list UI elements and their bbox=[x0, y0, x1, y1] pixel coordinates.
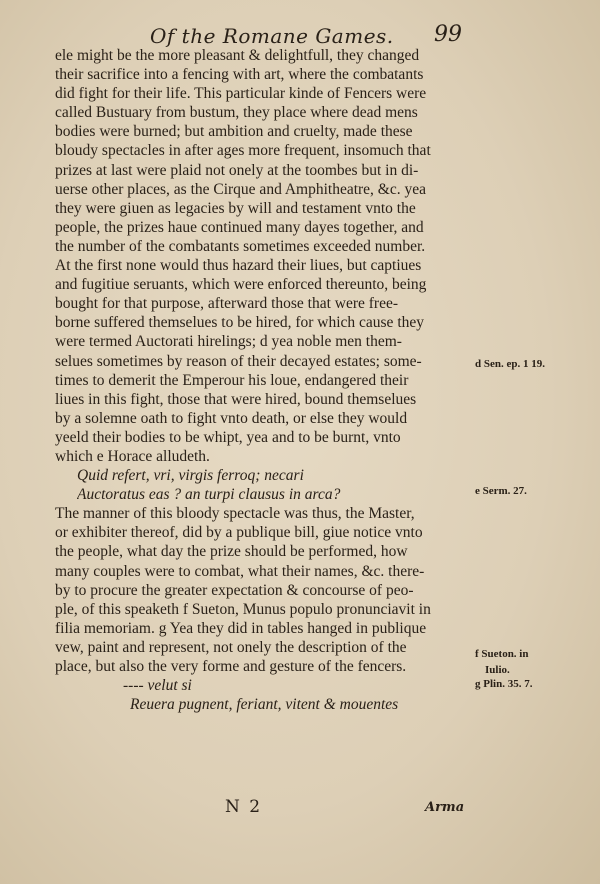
text-line: yeeld their bodies to be whipt, yea and to be burnt, vnto bbox=[55, 428, 401, 446]
text-line: their sacrifice into a fencing with art, where the combatants bbox=[55, 66, 424, 84]
margin-note: e Serm. 27. bbox=[475, 485, 527, 497]
page-number: 99 bbox=[434, 22, 462, 47]
text-line: times to demerit the Emperour his loue, endangered their bbox=[55, 371, 409, 389]
text-line: did fight for their life. This particular kinde of Fencers were bbox=[55, 85, 427, 103]
verse-line: Reuera pugnent, feriant, vitent & mouentes bbox=[130, 696, 399, 714]
text-line: and fugitiue seruants, which were enforced thereunto, being bbox=[55, 276, 427, 294]
text-line: bloudy spectacles in after ages more frequent, insomuch that bbox=[55, 142, 431, 160]
text-block bbox=[55, 46, 473, 714]
text-line: prizes at last were plaid not onely at the toombes but in di- bbox=[55, 161, 419, 179]
text-line: people, the prizes haue continued many dayes together, and bbox=[55, 218, 424, 236]
verse-line: ---- velut si bbox=[123, 677, 192, 695]
text-line: the number of the combatants sometimes exceeded number. bbox=[55, 237, 426, 255]
text-line: they were giuen as legacies by will and testament vnto the bbox=[55, 199, 416, 217]
text-line: by to procure the greater expectation & concourse of peo- bbox=[55, 581, 414, 599]
text-line: borne suffered themselues to be hired, for which cause they bbox=[55, 314, 425, 332]
verse-line: Auctoratus eas ? an turpi clausus in arca? bbox=[77, 486, 341, 504]
text-line: ple, of this speaketh f Sueton, Munus populo pronunciavit in bbox=[55, 600, 431, 618]
text-line: place, but also the very forme and gesture of the fencers. bbox=[55, 658, 407, 675]
text-line: were termed Auctorati hirelings; d yea noble men them- bbox=[55, 333, 402, 351]
text-line: liues in this fight, those that were hired, bound themselues bbox=[55, 390, 417, 408]
text-line: or exhibiter thereof, did by a publique bill, giue notice vnto bbox=[55, 524, 423, 542]
text-line: bought for that purpose, afterward those that were free- bbox=[55, 295, 399, 313]
text-line: called Bustuary from bustum, they place where dead mens bbox=[55, 104, 418, 122]
text-line: uerse other places, as the Cirque and Amphitheatre, &c. yea bbox=[55, 180, 427, 198]
text-line: bodies were burned; but ambition and cruelty, made these bbox=[55, 123, 413, 141]
margin-note: f Sueton. in bbox=[475, 648, 529, 660]
margin-note: g Plin. 35. 7. bbox=[475, 678, 533, 690]
text-line: selues sometimes by reason of their decayed estates; some- bbox=[55, 352, 422, 370]
margin-note: d Sen. ep. 1 19. bbox=[475, 358, 545, 370]
verse-line: Quid refert, vri, virgis ferroq; necari bbox=[77, 467, 304, 485]
text-line: many couples were to combat, what their names, &c. there- bbox=[55, 562, 425, 580]
text-line: At the first none would thus hazard their liues, but captiues bbox=[55, 257, 422, 275]
text-line: which e Horace alludeth. bbox=[55, 447, 210, 465]
signature-mark: N 2 bbox=[225, 797, 263, 817]
text-line: the people, what day the prize should be performed, how bbox=[55, 543, 408, 561]
text-line: filia memoriam. g Yea they did in tables hanged in publique bbox=[55, 619, 427, 637]
text-line: by a solemne oath to fight vnto death, or else they would bbox=[55, 409, 408, 427]
text-line: The manner of this bloody spectacle was thus, the Master, bbox=[55, 505, 415, 523]
running-head: Of the Romane Games. bbox=[150, 24, 394, 48]
catchword: Arma bbox=[425, 800, 465, 815]
text-line: ele might be the more pleasant & delightfull, they changed bbox=[55, 47, 420, 64]
margin-note: Iulio. bbox=[485, 664, 510, 676]
text-line: vew, paint and represent, not onely the description of the bbox=[55, 638, 407, 656]
